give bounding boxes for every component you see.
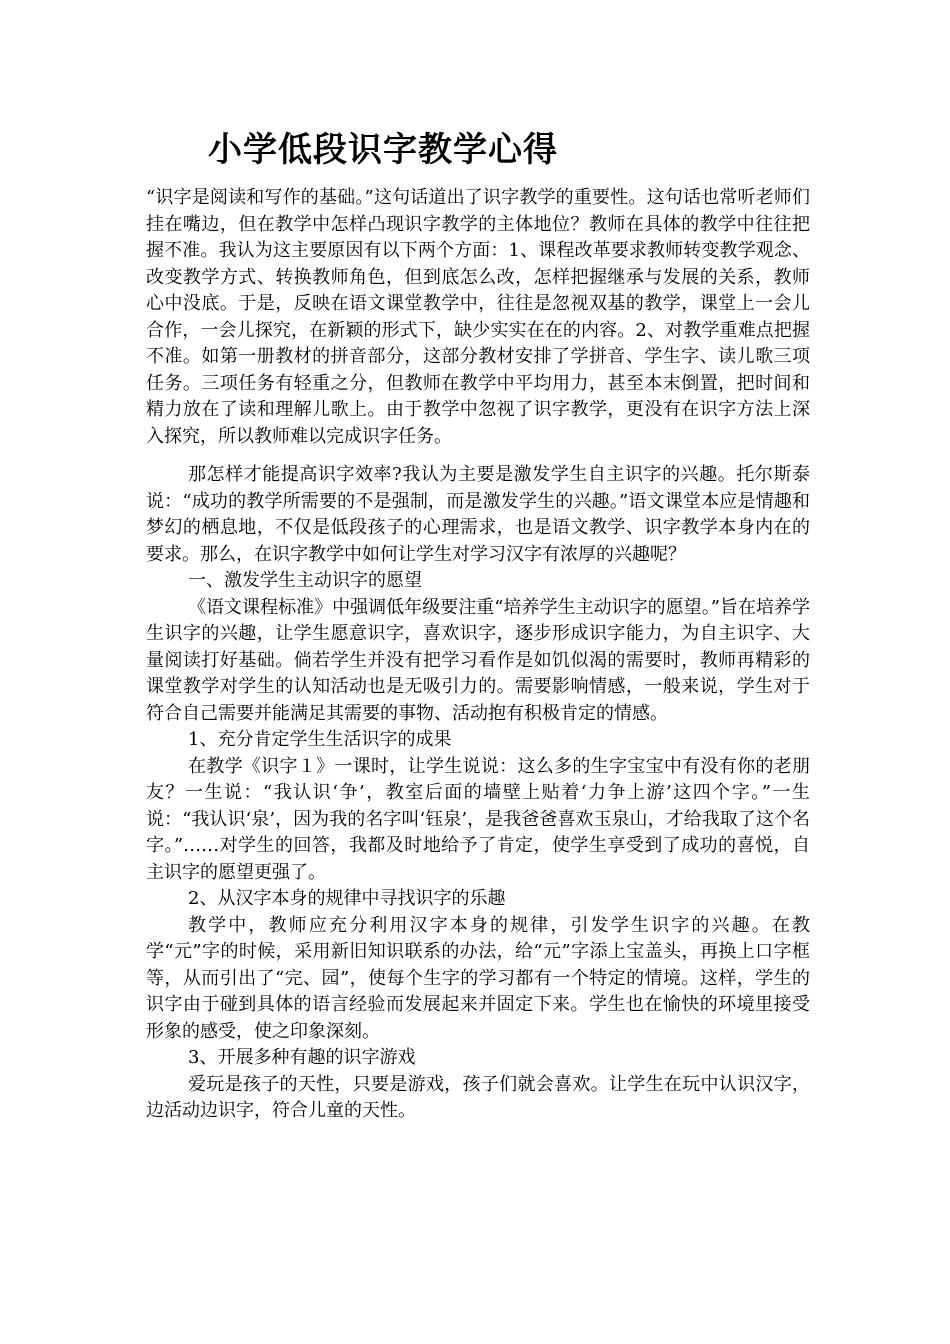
paragraph: 《语文课程标准》中强调低年级要注重“培养学生主动识字的愿望。”旨在培养学生识字的兴趣，让学生愿意识字，喜欢识字，逐步形成识字能力，为自主识字、大量阅读打好基础。倘若学生并没有把学习看作是如饥似渴的需要时，教师再精彩的课堂教学对学生的认知活动也是无吸引力的。需要影响情感，一般来说，学生对于符合自己需要并能满足其需要的事物、活动抱有积极肯定的情感。 (146, 596, 810, 724)
paragraph: 在教学《识字１》一课时，让学生说说：这么多的生字宝宝中有没有你的老朋友？一生说：“我认识‘争’，教室后面的墙壁上贴着‘力争上游’这四个字。”一生说：“我认识‘泉’，因为我的名字叫‘钰泉’，是我爸爸喜欢玉泉山，才给我取了这个名字。”……对学生的回答，我都及时地给予了肯定，使学生享受到了成功的喜悦，自主识字的愿望更强了。 (146, 755, 810, 883)
document-title: 小学低段识字教学心得 (208, 130, 558, 170)
paragraph: 教学中，教师应充分利用汉字本身的规律，引发学生识字的兴趣。在教学“元”字的时候，采用新旧知识联系的办法，给“元”字添上宝盖头，再换上口字框等，从而引出了“完、园”，使每个生字的学习都有一个特定的情境。这样，学生的识字由于碰到具体的语言经验而发展起来并固定下来。学生也在愉快的环境里接受形象的感受，使之印象深刻。 (146, 914, 810, 1042)
paragraph: 那怎样才能提高识字效率?我认为主要是激发学生自主识字的兴趣。托尔斯泰说：“成功的教学所需要的不是强制，而是激发学生的兴趣。”语文课堂本应是情趣和梦幻的栖息地，不仅是低段孩子的心理需求，也是语文教学、识字教学本身内在的要求。那么，在识字教学中如何让学生对学习汉字有浓厚的兴趣呢？ (146, 464, 810, 565)
subsection-heading: 3、开展多种有趣的识字游戏 (188, 1047, 416, 1068)
subsection-heading: 1、充分肯定学生生活识字的成果 (188, 729, 452, 750)
document-body (146, 185, 810, 1125)
subsection-heading: 2、从汉字本身的规律中寻找识字的乐趣 (188, 888, 506, 909)
paragraph: 爱玩是孩子的天性，只要是游戏，孩子们就会喜欢。让学生在玩中认识汉字，边活动边识字，符合儿童的天性。 (146, 1073, 810, 1121)
paragraph: “识字是阅读和写作的基础。”这句话道出了识字教学的重要性。这句话也常听老师们挂在嘴边，但在教学中怎样凸现识字教学的主体地位？教师在具体的教学中往往把握不准。我认为这主要原因有以下两个方面：1、课程改革要求教师转变教学观念、改变教学方式、转换教师角色，但到底怎么改，怎样把握继承与发展的关系，教师心中没底。于是，反映在语文课堂教学中，往往是忽视双基的教学，课堂上一会儿合作，一会儿探究，在新颖的形式下，缺少实实在在的内容。2、对教学重难点把握不准。如第一册教材的拼音部分，这部分教材安排了学拼音、学生字、读儿歌三项任务。三项任务有轻重之分，但教师在教学中平均用力，甚至本末倒置，把时间和精力放在了读和理解儿歌上。由于教学中忽视了识字教学，更没有在识字方法上深入探究，所以教师难以完成识字任务。 (146, 187, 810, 447)
section-heading: 一、激发学生主动识字的愿望 (188, 570, 422, 591)
